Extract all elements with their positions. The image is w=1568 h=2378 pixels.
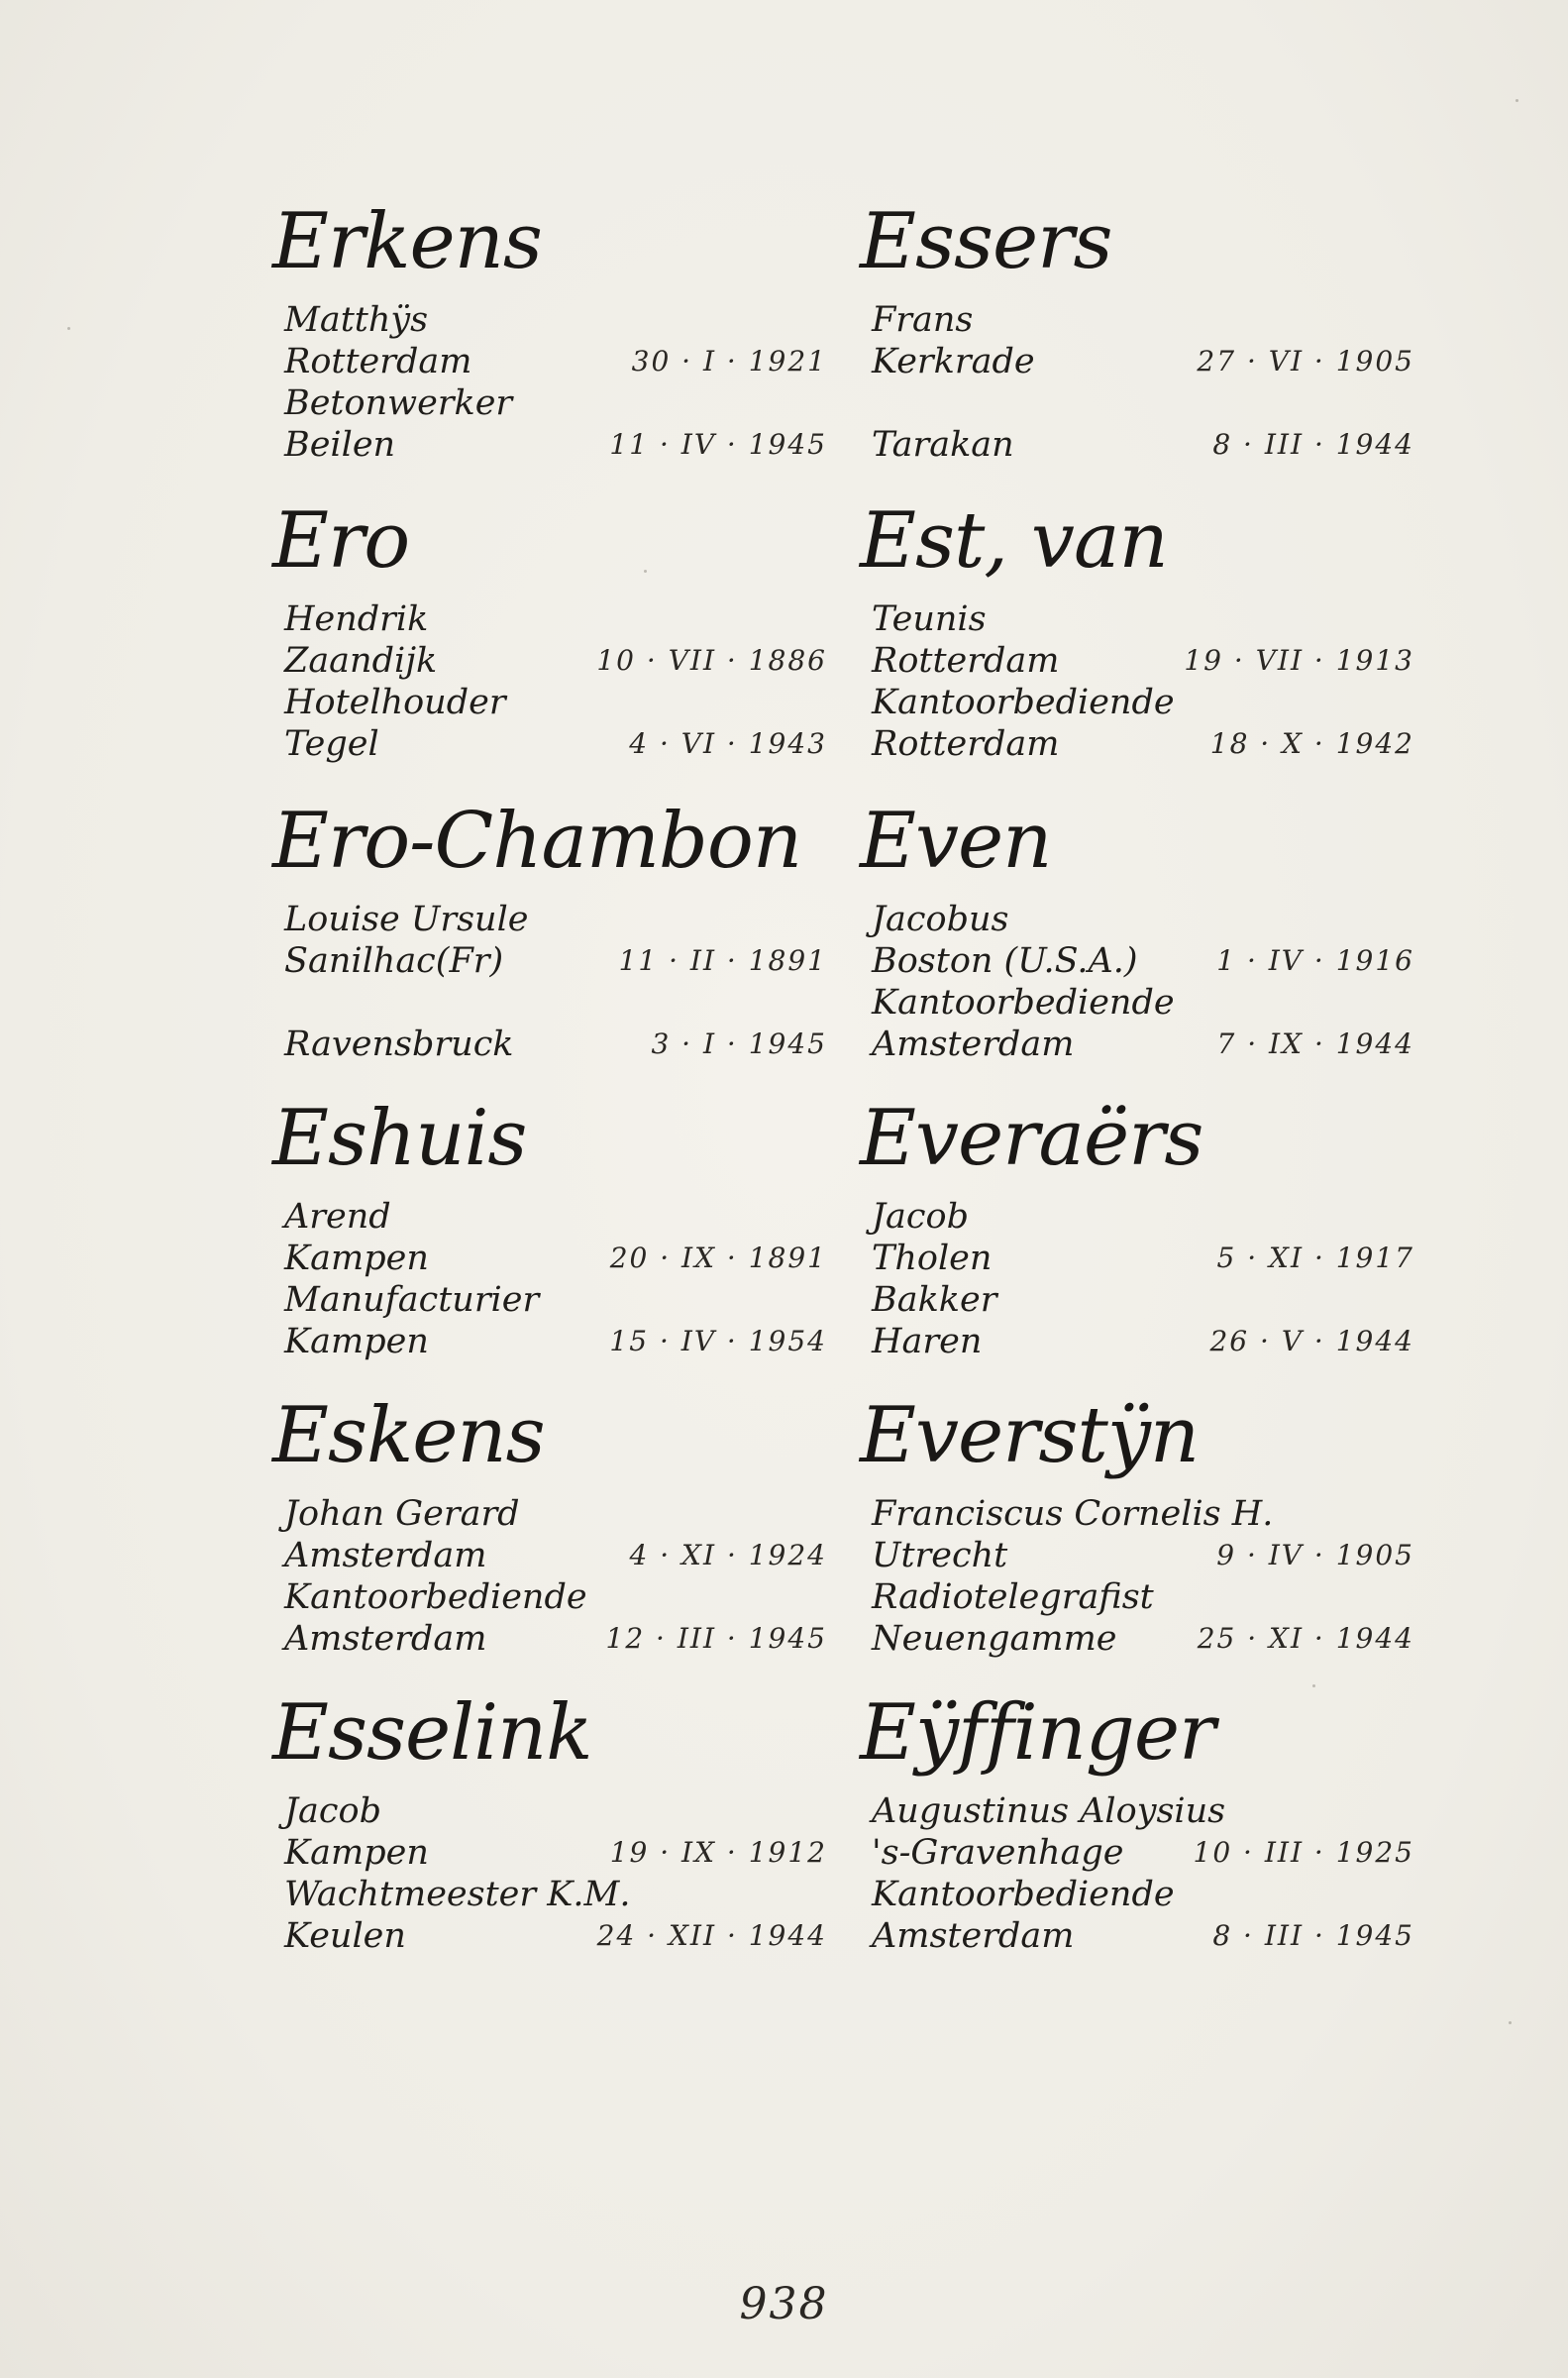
occupation: Radiotelegrafist (872, 1577, 1154, 1617)
entry-est-van (860, 496, 1414, 800)
entry-eshuis (272, 1094, 827, 1397)
death-date: 26 · V · 1944 (1209, 1325, 1414, 1357)
surname: Erkens (272, 197, 542, 286)
death-place: Tegel (284, 724, 379, 764)
birth-date: 9 · IV · 1905 (1216, 1539, 1414, 1571)
first-names: Jacob (284, 1791, 381, 1831)
birth-date: 11 · II · 1891 (618, 944, 827, 977)
death-place: Kampen (284, 1322, 429, 1361)
birthplace: Kampen (284, 1239, 429, 1278)
entry-essers (860, 197, 1414, 500)
surname: Est, van (860, 496, 1168, 586)
birthplace: Tholen (872, 1239, 993, 1278)
birthplace: Sanilhac(Fr) (284, 941, 504, 981)
surname: Essers (860, 197, 1112, 286)
entry-everaers (860, 1094, 1414, 1397)
surname: Esselink (272, 1688, 592, 1778)
death-date: 7 · IX · 1944 (1216, 1027, 1414, 1060)
paper-speck (644, 570, 647, 573)
entry-eyffinger (860, 1688, 1414, 1992)
occupation: Kantoorbediende (284, 1577, 587, 1617)
death-date: 4 · VI · 1943 (629, 727, 827, 760)
surname: Eÿffinger (860, 1688, 1215, 1778)
death-place: Haren (872, 1322, 983, 1361)
first-names: Franciscus Cornelis H. (872, 1494, 1274, 1534)
death-date: 3 · I · 1945 (651, 1027, 827, 1060)
birth-date: 10 · III · 1925 (1193, 1836, 1414, 1869)
first-names: Johan Gerard (284, 1494, 520, 1534)
first-names: Louise Ursule (284, 900, 529, 939)
birth-date: 30 · I · 1921 (631, 345, 827, 378)
birthplace: Boston (U.S.A.) (872, 941, 1138, 981)
death-date: 25 · XI · 1944 (1197, 1622, 1414, 1655)
occupation: Manufacturier (284, 1280, 540, 1320)
birth-date: 27 · VI · 1905 (1197, 345, 1414, 378)
occupation: Betonwerker (284, 383, 513, 423)
birth-date: 5 · XI · 1917 (1216, 1242, 1414, 1274)
death-date: 24 · XII · 1944 (596, 1919, 827, 1952)
entry-erkens (272, 197, 827, 500)
occupation: Bakker (872, 1280, 997, 1320)
death-date: 18 · X · 1942 (1209, 727, 1414, 760)
entry-everstyn (860, 1391, 1414, 1694)
first-names: Matthÿs (284, 300, 429, 340)
birth-date: 4 · XI · 1924 (629, 1539, 827, 1571)
occupation: Kantoorbediende (872, 683, 1175, 722)
death-place: Keulen (284, 1916, 406, 1956)
occupation: Wachtmeester K.M. (284, 1875, 631, 1914)
occupation: Kantoorbediende (872, 983, 1175, 1023)
paper-speck (1516, 99, 1518, 102)
death-place: Amsterdam (872, 1916, 1075, 1956)
paper-speck (1509, 2021, 1512, 2024)
birthplace: Amsterdam (284, 1536, 487, 1575)
death-date: 11 · IV · 1945 (609, 428, 827, 461)
surname: Everaërs (860, 1094, 1203, 1183)
entry-eskens (272, 1391, 827, 1694)
death-place: Rotterdam (872, 724, 1060, 764)
birth-date: 10 · VII · 1886 (596, 644, 827, 677)
first-names: Jacob (872, 1197, 969, 1237)
surname: Everstÿn (860, 1391, 1200, 1480)
birthplace: Rotterdam (284, 342, 472, 381)
first-names: Jacobus (872, 900, 1009, 939)
death-place: Neuengamme (872, 1619, 1117, 1659)
page-number: 938 (739, 2279, 829, 2329)
birth-date: 19 · VII · 1913 (1184, 644, 1414, 677)
first-names: Augustinus Aloysius (872, 1791, 1226, 1831)
occupation: Kantoorbediende (872, 1875, 1175, 1914)
birth-date: 20 · IX · 1891 (609, 1242, 827, 1274)
death-place: Ravensbruck (284, 1025, 514, 1064)
birth-date: 1 · IV · 1916 (1216, 944, 1414, 977)
death-date: 15 · IV · 1954 (609, 1325, 827, 1357)
surname: Eshuis (272, 1094, 527, 1183)
surname: Eskens (272, 1391, 545, 1480)
death-date: 8 · III · 1945 (1212, 1919, 1414, 1952)
birth-date: 19 · IX · 1912 (609, 1836, 827, 1869)
birthplace: Rotterdam (872, 641, 1060, 681)
death-date: 12 · III · 1945 (605, 1622, 827, 1655)
birthplace: 's-Gravenhage (872, 1833, 1124, 1873)
death-place: Amsterdam (284, 1619, 487, 1659)
first-names: Teunis (872, 599, 987, 639)
occupation: Hotelhouder (284, 683, 506, 722)
paper-speck (1312, 1684, 1315, 1687)
first-names: Arend (284, 1197, 391, 1237)
death-place: Beilen (284, 425, 396, 465)
entry-ero (272, 496, 827, 800)
birthplace: Kerkrade (872, 342, 1035, 381)
surname: Ero (272, 496, 410, 586)
entry-even (860, 797, 1414, 1100)
death-place: Amsterdam (872, 1025, 1075, 1064)
death-place: Tarakan (872, 425, 1014, 465)
surname: Ero-Chambon (272, 797, 802, 886)
birthplace: Zaandijk (284, 641, 438, 681)
surname: Even (860, 797, 1052, 886)
first-names: Hendrik (284, 599, 429, 639)
entry-esselink (272, 1688, 827, 1992)
death-date: 8 · III · 1944 (1212, 428, 1414, 461)
birthplace: Kampen (284, 1833, 429, 1873)
entry-ero-chambon (272, 797, 827, 1100)
paper-speck (67, 327, 70, 330)
birthplace: Utrecht (872, 1536, 1008, 1575)
first-names: Frans (872, 300, 974, 340)
